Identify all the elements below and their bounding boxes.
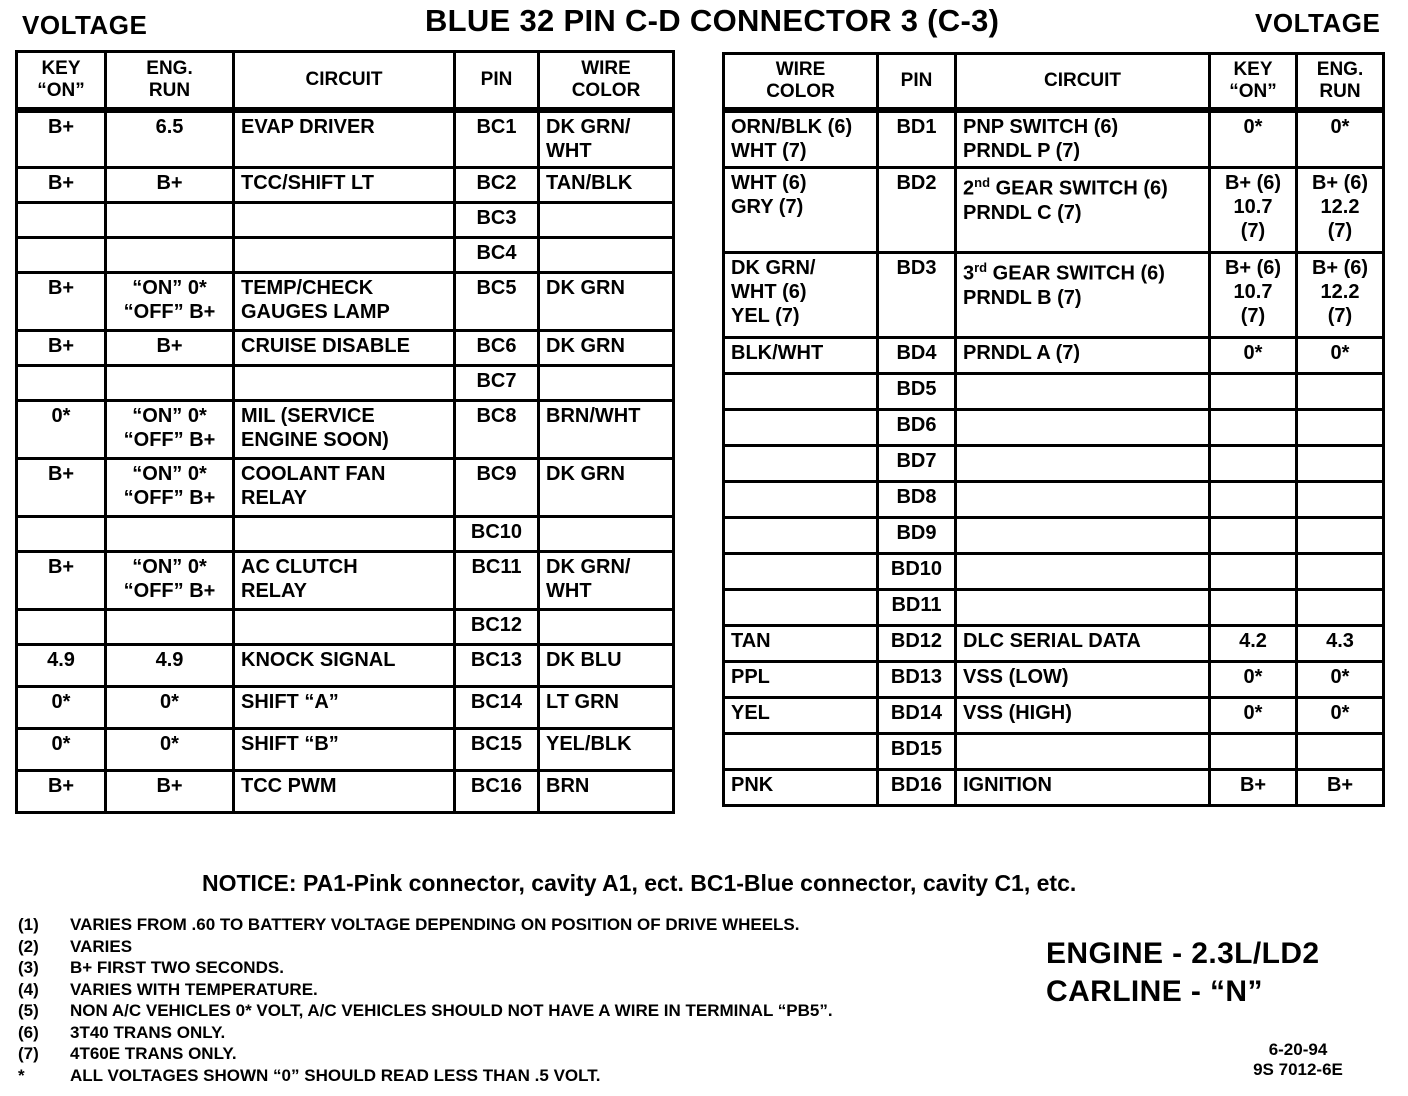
eng-run-cell: B+ (6) 12.2 (7) [1297,253,1384,338]
table-row [17,459,674,517]
pin-cell: BC13 [455,645,539,687]
key-on-cell: 0* [17,729,106,771]
key-on-cell [1210,518,1297,554]
pin-cell: BD5 [878,374,956,410]
circuit-cell: DLC SERIAL DATA [956,626,1210,662]
table-row [17,610,674,645]
eng-run-cell: 0* [1297,662,1384,698]
footnote-item [18,979,833,1001]
footnote-text: B+ FIRST TWO SECONDS. [70,958,284,977]
key-on-cell [1210,482,1297,518]
eng-run-cell [1297,446,1384,482]
wire-color-cell: ORN/BLK (6) WHT (7) [724,110,878,168]
wire-color-cell: PNK [724,770,878,806]
col-header-circuit: CIRCUIT [234,52,455,110]
table-row [724,482,1384,518]
wire-color-cell: DK GRN [539,331,674,366]
key-on-cell: B+ (6) 10.7 (7) [1210,168,1297,253]
footnote-item [18,1043,833,1065]
pin-cell: BD14 [878,698,956,734]
table-row [724,374,1384,410]
footnote-marker: (3) [18,958,39,977]
key-on-cell: 0* [17,401,106,459]
circuit-cell [956,374,1210,410]
key-on-cell [17,517,106,552]
table-row [17,366,674,401]
col-header-pin: PIN [455,52,539,110]
table-row [724,518,1384,554]
circuit-text: GEAR SWITCH (6) PRNDL C (7) [963,177,1168,224]
footnote-item [18,1022,833,1044]
circuit-cell [956,590,1210,626]
circuit-cell: EVAP DRIVER [234,110,455,168]
footnote-text: 3T40 TRANS ONLY. [70,1022,226,1042]
table-row [17,168,674,203]
wire-color-cell [724,410,878,446]
col-header-circuit: CIRCUIT [956,54,1210,110]
pin-cell: BD12 [878,626,956,662]
table-row [17,729,674,771]
circuit-cell [234,366,455,401]
pin-cell: BD3 [878,253,956,338]
circuit-cell [234,610,455,645]
pin-cell: BD16 [878,770,956,806]
pin-cell: BC12 [455,610,539,645]
revision-date: 6-20-94 [1268,1040,1328,1059]
footnote-item [18,957,833,979]
footnote-text: VARIES [70,936,133,956]
circuit-cell: PRNDL A (7) [956,338,1210,374]
eng-run-cell: “ON” 0* “OFF” B+ [106,552,234,610]
eng-run-cell: “ON” 0* “OFF” B+ [106,401,234,459]
eng-run-cell: 4.3 [1297,626,1384,662]
key-on-cell: 4.2 [1210,626,1297,662]
footnote-item [18,1000,833,1022]
circuit-cell: TCC PWM [234,771,455,813]
circuit-cell: AC CLUTCH RELAY [234,552,455,610]
circuit-ordinal: 3 [963,262,975,285]
eng-run-cell: B+ (6) 12.2 (7) [1297,168,1384,253]
eng-run-cell: B+ [106,168,234,203]
eng-run-cell [106,610,234,645]
wire-color-cell: DK GRN [539,459,674,517]
notice-text: NOTICE: PA1-Pink connector, cavity A1, ect. BC1-Blue connector, cavity C1, etc. [202,870,1077,896]
col-header-key-on: KEY “ON” [17,52,106,110]
table-row [724,662,1384,698]
circuit-ordinal-suffix: rd [974,260,988,275]
wire-color-cell: BRN/WHT [539,401,674,459]
eng-run-cell: B+ [106,331,234,366]
table-row [17,203,674,238]
circuit-cell: SHIFT “A” [234,687,455,729]
key-on-cell [17,203,106,238]
circuit-cell [956,734,1210,770]
wire-color-cell: YEL/BLK [539,729,674,771]
eng-run-cell: 6.5 [106,110,234,168]
circuit-cell [956,518,1210,554]
engine-label: ENGINE - 2.3L/LD2 [1046,937,1320,970]
table-row [17,771,674,813]
footnote-item [18,914,833,936]
wire-color-cell [724,374,878,410]
table-row [724,554,1384,590]
eng-run-cell: 0* [1297,110,1384,168]
bd-pin-table [722,52,1385,807]
circuit-cell [956,554,1210,590]
circuit-cell [956,482,1210,518]
circuit-cell: VSS (LOW) [956,662,1210,698]
key-on-cell [1210,590,1297,626]
pin-cell: BC14 [455,687,539,729]
pin-cell: BC8 [455,401,539,459]
key-on-cell [17,610,106,645]
eng-run-cell: B+ [106,771,234,813]
col-header-eng-run: ENG. RUN [106,52,234,110]
col-header-pin: PIN [878,54,956,110]
table-row [724,626,1384,662]
page-title: BLUE 32 PIN C-D CONNECTOR 3 (C-3) [425,3,1000,38]
eng-run-cell: 0* [106,729,234,771]
key-on-cell: B+ [1210,770,1297,806]
eng-run-cell [1297,518,1384,554]
circuit-cell [956,446,1210,482]
pin-cell: BD2 [878,168,956,253]
eng-run-cell [1297,482,1384,518]
wire-color-cell: DK GRN/ WHT [539,552,674,610]
key-on-cell: B+ [17,273,106,331]
pin-cell: BD7 [878,446,956,482]
table-row [724,446,1384,482]
wire-color-cell: TAN [724,626,878,662]
table-row [724,734,1384,770]
eng-run-cell: B+ [1297,770,1384,806]
circuit-cell: MIL (SERVICE ENGINE SOON) [234,401,455,459]
circuit-cell [234,517,455,552]
circuit-cell [956,253,1210,338]
table-row [17,645,674,687]
pin-cell: BC6 [455,331,539,366]
eng-run-cell: “ON” 0* “OFF” B+ [106,273,234,331]
pin-cell: BC5 [455,273,539,331]
key-on-cell [17,366,106,401]
eng-run-cell [106,203,234,238]
pin-cell: BD9 [878,518,956,554]
footnote-item [18,936,833,958]
circuit-cell [956,410,1210,446]
pin-cell: BC7 [455,366,539,401]
table-row [724,410,1384,446]
table-row [724,590,1384,626]
table-row [724,168,1384,253]
wire-color-cell [724,734,878,770]
circuit-cell: TEMP/CHECK GAUGES LAMP [234,273,455,331]
wire-color-cell: DK GRN/ WHT [539,110,674,168]
wire-color-cell: DK BLU [539,645,674,687]
col-header-wire-color: WIRE COLOR [539,52,674,110]
table-row [17,552,674,610]
circuit-cell: TCC/SHIFT LT [234,168,455,203]
wire-color-cell [539,610,674,645]
pin-cell: BD6 [878,410,956,446]
wire-color-cell: DK GRN [539,273,674,331]
pin-cell: BD11 [878,590,956,626]
eng-run-cell [106,238,234,273]
table-row [724,698,1384,734]
pin-cell: BC2 [455,168,539,203]
footnote-marker: (7) [18,1044,39,1063]
voltage-right-label: VOLTAGE [1255,8,1381,38]
pin-cell: BD8 [878,482,956,518]
eng-run-cell: 0* [106,687,234,729]
wire-color-cell [539,517,674,552]
wire-color-cell: BLK/WHT [724,338,878,374]
pin-cell: BC11 [455,552,539,610]
voltage-left-label: VOLTAGE [22,10,148,40]
key-on-cell: 0* [17,687,106,729]
key-on-cell: B+ [17,552,106,610]
pin-cell: BC9 [455,459,539,517]
key-on-cell [1210,446,1297,482]
pin-cell: BC4 [455,238,539,273]
key-on-cell: B+ [17,331,106,366]
document-number: 9S 7012-6E [1253,1060,1343,1079]
wire-color-cell: PPL [724,662,878,698]
pin-cell: BC16 [455,771,539,813]
bc-pin-table [15,50,675,814]
circuit-cell [956,168,1210,253]
footnote-marker: (2) [18,936,39,956]
col-header-key-on: KEY “ON” [1210,54,1297,110]
eng-run-cell: 0* [1297,338,1384,374]
footnote-marker: (4) [18,979,39,999]
eng-run-cell: 4.9 [106,645,234,687]
wire-color-cell [539,238,674,273]
wire-color-cell: WHT (6) GRY (7) [724,168,878,253]
wire-color-cell: TAN/BLK [539,168,674,203]
pin-cell: BD1 [878,110,956,168]
col-header-wire-color: WIRE COLOR [724,54,878,110]
eng-run-cell [1297,554,1384,590]
wire-color-cell: LT GRN [539,687,674,729]
circuit-cell [234,238,455,273]
key-on-cell: B+ [17,110,106,168]
footnote-marker: (5) [18,1001,39,1020]
pin-cell: BD4 [878,338,956,374]
wire-color-cell [724,518,878,554]
key-on-cell: 0* [1210,662,1297,698]
wire-color-cell: YEL [724,698,878,734]
key-on-cell [17,238,106,273]
eng-run-cell [106,517,234,552]
key-on-cell: 0* [1210,110,1297,168]
circuit-cell: VSS (HIGH) [956,698,1210,734]
key-on-cell: 0* [1210,698,1297,734]
key-on-cell: B+ (6) 10.7 (7) [1210,253,1297,338]
wire-color-cell: BRN [539,771,674,813]
key-on-cell: 0* [1210,338,1297,374]
circuit-cell: PNP SWITCH (6) PRNDL P (7) [956,110,1210,168]
circuit-ordinal-suffix: nd [974,175,991,190]
pin-cell: BC10 [455,517,539,552]
eng-run-cell: 0* [1297,698,1384,734]
table-row [17,401,674,459]
footnote-marker: (6) [18,1022,39,1042]
table-row [17,517,674,552]
wire-color-cell [724,554,878,590]
pin-cell: BC1 [455,110,539,168]
pin-cell: BC3 [455,203,539,238]
table-row [724,253,1384,338]
key-on-cell: 4.9 [17,645,106,687]
table-row [17,238,674,273]
circuit-cell: SHIFT “B” [234,729,455,771]
key-on-cell [1210,410,1297,446]
table-row [17,687,674,729]
wire-color-cell [724,590,878,626]
wire-color-cell [539,366,674,401]
footnote-text: VARIES FROM .60 TO BATTERY VOLTAGE DEPENDING ON POSITION OF DRIVE WHEELS. [70,915,800,934]
eng-run-cell [1297,374,1384,410]
circuit-cell: IGNITION [956,770,1210,806]
key-on-cell: B+ [17,459,106,517]
wire-color-cell: DK GRN/ WHT (6) YEL (7) [724,253,878,338]
circuit-cell: CRUISE DISABLE [234,331,455,366]
eng-run-cell [1297,734,1384,770]
col-header-eng-run: ENG. RUN [1297,54,1384,110]
key-on-cell: B+ [17,771,106,813]
wire-color-cell [539,203,674,238]
key-on-cell [1210,554,1297,590]
table-row [724,338,1384,374]
circuit-cell: COOLANT FAN RELAY [234,459,455,517]
footnotes [18,914,833,1086]
pin-cell: BD13 [878,662,956,698]
footnote-text: 4T60E TRANS ONLY. [70,1044,237,1063]
table-row [17,273,674,331]
table-row [17,110,674,168]
eng-run-cell [1297,590,1384,626]
eng-run-cell [1297,410,1384,446]
footnote-text: ALL VOLTAGES SHOWN “0” SHOULD READ LESS THAN .5 VOLT. [70,1065,601,1085]
table-row [17,331,674,366]
key-on-cell [1210,734,1297,770]
carline-label: CARLINE - “N” [1046,975,1263,1008]
eng-run-cell [106,366,234,401]
key-on-cell: B+ [17,168,106,203]
pin-cell: BD10 [878,554,956,590]
footnote-marker: (1) [18,915,39,934]
wire-color-cell [724,446,878,482]
circuit-cell [234,203,455,238]
footnote-item [18,1065,833,1087]
circuit-text: GEAR SWITCH (6) PRNDL B (7) [963,262,1165,309]
circuit-ordinal: 2 [963,177,975,200]
pin-cell: BC15 [455,729,539,771]
footnote-text: VARIES WITH TEMPERATURE. [70,979,318,999]
footnote-text: NON A/C VEHICLES 0* VOLT, A/C VEHICLES SHOULD NOT HAVE A WIRE IN TERMINAL “PB5”. [70,1001,833,1020]
table-row [724,110,1384,168]
pin-cell: BD15 [878,734,956,770]
footnote-marker: * [18,1065,25,1085]
circuit-cell: KNOCK SIGNAL [234,645,455,687]
table-row [724,770,1384,806]
eng-run-cell: “ON” 0* “OFF” B+ [106,459,234,517]
key-on-cell [1210,374,1297,410]
wire-color-cell [724,482,878,518]
